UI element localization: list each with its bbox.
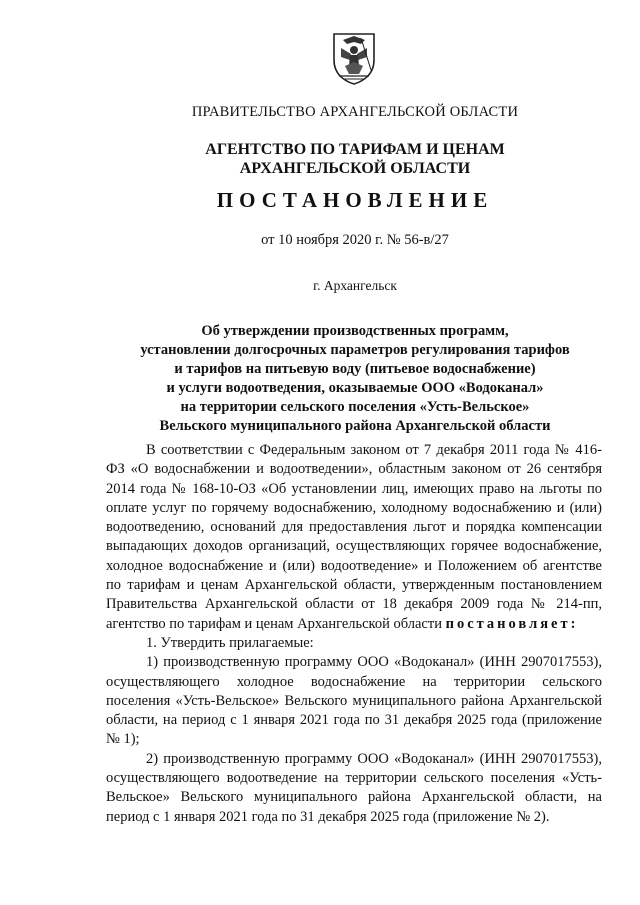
agency-name: [80, 140, 630, 178]
subject-line: и услуги водоотведения, оказываемые ООО «Водоканал»: [166, 380, 544, 396]
subject-line: Вельского муниципального района Архангельской области: [159, 418, 551, 434]
preamble-paragraph: [106, 441, 602, 634]
document-body: [106, 441, 602, 827]
city: г. Архангельск: [313, 278, 397, 293]
preamble-text: В соответствии с Федеральным законом от 7 декабря 2011 года № 416-ФЗ «О водоснабжении и водоотведении», областным законом от 26 сентября 2014 года № 168-10-ОЗ «Об установлении лиц, имеющих право на льготы по оплате услуг по горячему водоснабжению, холодному водоснабжению и (или) водоотведению, оснований для предоставления льгот и порядка компенсации выпадающих доходов организаций, осуществляющих горячее водоснабжение, холодное водоснабжение и (или) водоотведение» и Положением об агентстве по тарифам и ценам Архангельской области, утвержденным постановлением Правительства Архангельской области от 18 декабря 2009 года № 214-пп, агентство по тарифам и ценам Архангельской области: [106, 442, 602, 632]
subject-line: на территории сельского поселения «Усть-Вельское»: [180, 399, 530, 415]
subject-line: установлении долгосрочных параметров регулирования тарифов: [140, 342, 570, 358]
government-name: ПРАВИТЕЛЬСТВО АРХАНГЕЛЬСКОЙ ОБЛАСТИ: [191, 104, 519, 120]
document-type: ПОСТАНОВЛЕНИЕ: [216, 188, 494, 212]
coat-of-arms-icon: [331, 30, 377, 86]
document-subject: [110, 322, 600, 436]
item-1-1: 1) производственную программу ООО «Водоканал» (ИНН 2907017553), осуществляющего холодное водоснабжение на территории сельского поселения «Усть-Вельское» Вельского муниципального района Архангельской области, на период с 1 января 2021 года по 31 декабря 2025 года (приложение № 1);: [106, 654, 602, 748]
subject-line: Об утверждении производственных программ,: [201, 323, 509, 339]
agency-name-line1: АГЕНТСТВО ПО ТАРИФАМ И ЦЕНАМ: [205, 141, 505, 158]
item-1: 1. Утвердить прилагаемые:: [146, 634, 314, 651]
subject-line: и тарифов на питьевую воду (питьевое водоснабжение): [174, 361, 536, 377]
decree-word: постановляет:: [445, 615, 579, 632]
date-number: от 10 ноября 2020 г. № 56-в/27: [261, 232, 449, 248]
item-1-2: 2) производственную программу ООО «Водоканал» (ИНН 2907017553), осуществляющего водоотведение на территории сельского поселения «Усть-Вельское» Вельского муниципального района Архангельской области, на период с 1 января 2021 года по 31 декабря 2025 года (приложение № 2).: [106, 750, 602, 825]
agency-name-line2: АРХАНГЕЛЬСКОЙ ОБЛАСТИ: [239, 160, 471, 177]
